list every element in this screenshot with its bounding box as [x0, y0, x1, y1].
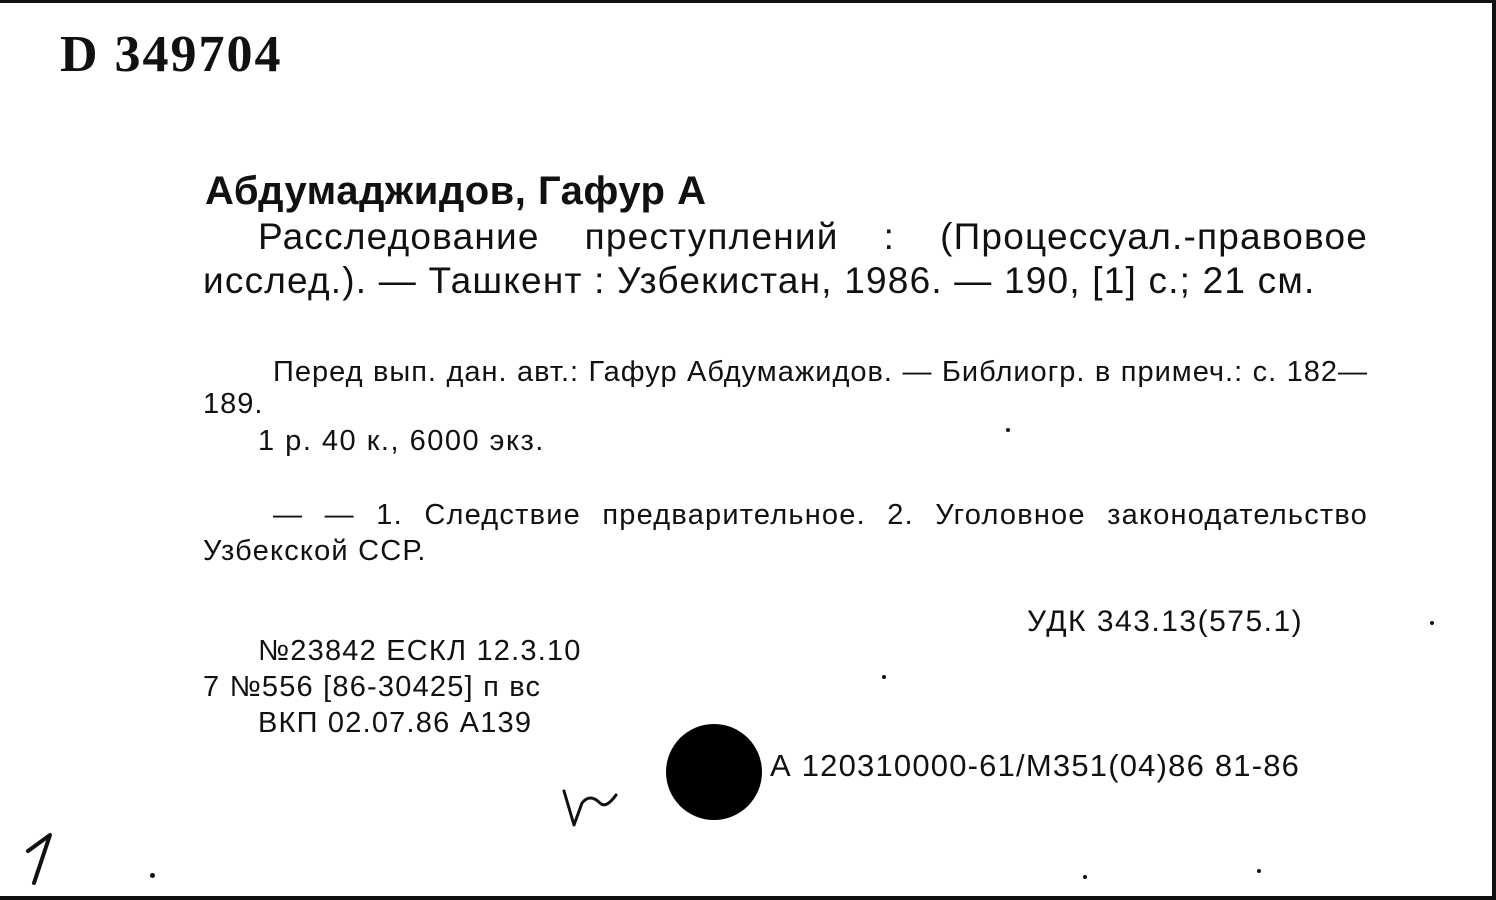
handwritten-checkmark: [560, 783, 630, 833]
handwritten-numeral: [22, 831, 62, 887]
ink-speck: [1257, 869, 1261, 873]
price-and-run: 1 р. 40 к., 6000 экз.: [258, 425, 545, 457]
notes: Перед вып. дан. авт.: Гафур Абдумажидов. — Библиогр. в примеч.: с. 182—189.: [203, 356, 1368, 420]
bibliographic-description: Расследование преступлений : (Процессуал.-правовое исслед.). — Ташкент : Узбекистан, 1986. — 190, [1] с.; 21 см.: [203, 216, 1368, 301]
black-dot-mark: [666, 724, 762, 820]
udc-code: УДК 343.13(575.1): [1027, 605, 1304, 638]
service-code-line-2: 7 №556 [86-30425] п вс: [203, 671, 542, 703]
service-code-line-1: №23842 ЕСКЛ 12.3.10: [258, 635, 582, 667]
service-code-line-3: ВКП 02.07.86 А139: [258, 707, 533, 739]
ink-speck: [1006, 428, 1010, 432]
classification-index: А 120310000-61/М351(04)86 81-86: [770, 748, 1301, 783]
subject-headings: — — 1. Следствие предварительное. 2. Уголовное законодательство Узбекской ССР.: [203, 499, 1368, 567]
ink-speck: [1430, 621, 1434, 625]
ink-speck: [1083, 875, 1087, 879]
ink-speck: [882, 675, 886, 679]
ink-speck: [150, 873, 155, 878]
author-heading: Абдумаджидов, Гафур А: [205, 169, 707, 213]
call-number: D 349704: [60, 26, 283, 83]
